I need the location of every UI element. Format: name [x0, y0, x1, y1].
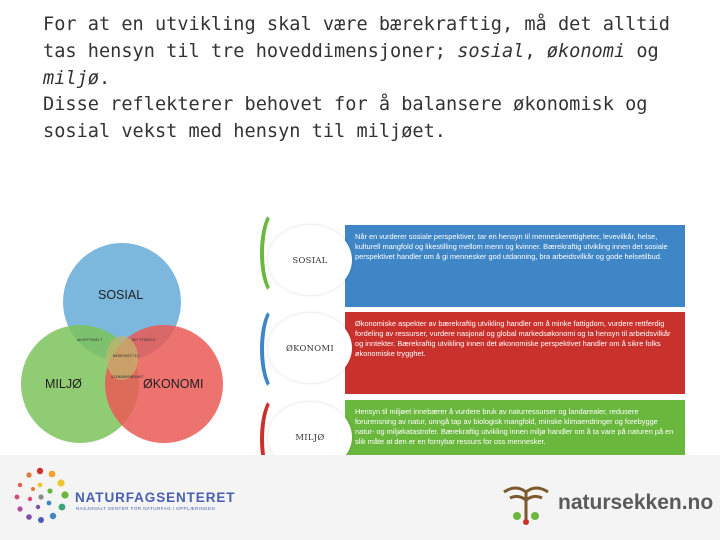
venn-small-right: RETTFERDIG: [132, 338, 156, 342]
intro-paragraph-2: Disse reflekterer behovet for å balansere økonomisk og sosial vekst med hensyn til miljøet.: [43, 94, 648, 143]
natursekken-logo-mark: [496, 482, 556, 526]
intro-text: [43, 12, 703, 146]
dimension-panel: [248, 205, 688, 493]
naturfagsenteret-logo: [8, 462, 248, 532]
venn-diagram: [0, 240, 250, 460]
intro-okonomi: økonomi: [546, 40, 626, 62]
panel-text-okonomi: Økonomiske aspekter av bærekraftig utvikling handler om å minke fattigdom, vurdere rettferdig fordeling av ressurser, vurdere nasjonal og global markedsøkonomi og ta hensyn til arbeidsvilkår og inntekter. Bærekraftig utvikling innen det økonomiske perspektivet handler om å sikre folks økonomiske trygghet.: [355, 319, 671, 358]
panel-row-okonomi: [345, 312, 685, 394]
intro-og: og: [636, 40, 659, 62]
panel-label-okonomi: ØKONOMI: [286, 343, 334, 353]
intro-sosial: sosial: [457, 40, 525, 62]
naturfagsenteret-title: NATURFAGSENTERET: [75, 490, 236, 505]
venn-label-sosial: SOSIAL: [98, 288, 144, 302]
venn-small-bottom: GJENNOMFØRBART: [111, 375, 145, 379]
venn-label-okonomi: ØKONOMI: [143, 377, 204, 391]
panel-label-miljo: MILJØ: [295, 432, 325, 442]
venn-small-left: AKSEPTABELT: [77, 338, 103, 342]
natursekken-logo: [496, 482, 714, 526]
panel-text-miljo: Hensyn til miljøet innebærer å vurdere bruk av naturressurser og landarealer, redusere forurensning av natur, unngå tap av biologisk mangfold, minske klimaendringer og forebygge natur- og miljøkatastrofer. Bærekraftig utvikling innen miljø handler om å ta vare på naturen på en slik måte at den er en fornybar ressurs for oss mennesker.: [355, 407, 674, 446]
venn-circles: [0, 240, 250, 460]
panel-row-sosial: [345, 225, 685, 307]
intro-comma: ,: [524, 40, 536, 62]
intro-paragraph-1: [43, 12, 703, 92]
venn-small-center: BÆREKRAFTIG: [113, 354, 139, 358]
natursekken-wordmark: natursekken.no: [558, 491, 714, 514]
venn-label-miljo: MILJØ: [45, 377, 82, 391]
panel-bubble-okonomi: [268, 313, 352, 383]
venn-center: [106, 336, 138, 380]
panel-label-sosial: SOSIAL: [292, 255, 328, 265]
intro-period: .: [98, 67, 111, 89]
intro-line1: For at en utvikling skal være bærekraftig, må det alltid tas hensyn til tre hoveddimensjoner;: [43, 14, 670, 62]
panel-text-sosial: Når en vurderer sosiale perspektiver, tar en hensyn til menneskerettigheter, levevilkår, helse, kulturell mangfold og likestilling mellom menn og kvinner. Bærekraftig utvikling innen det sosiale perspektivet handler om å gi mennesker god utdanning, bra arbeidsvilkår og gode helsetilbud.: [355, 232, 668, 261]
panel-bubble-sosial: [268, 225, 352, 295]
naturfagsenteret-subtitle: NASJONALT SENTER FOR NATURFAG I OPPLÆRINGEN: [76, 506, 216, 511]
intro-miljo: miljø: [43, 67, 99, 89]
